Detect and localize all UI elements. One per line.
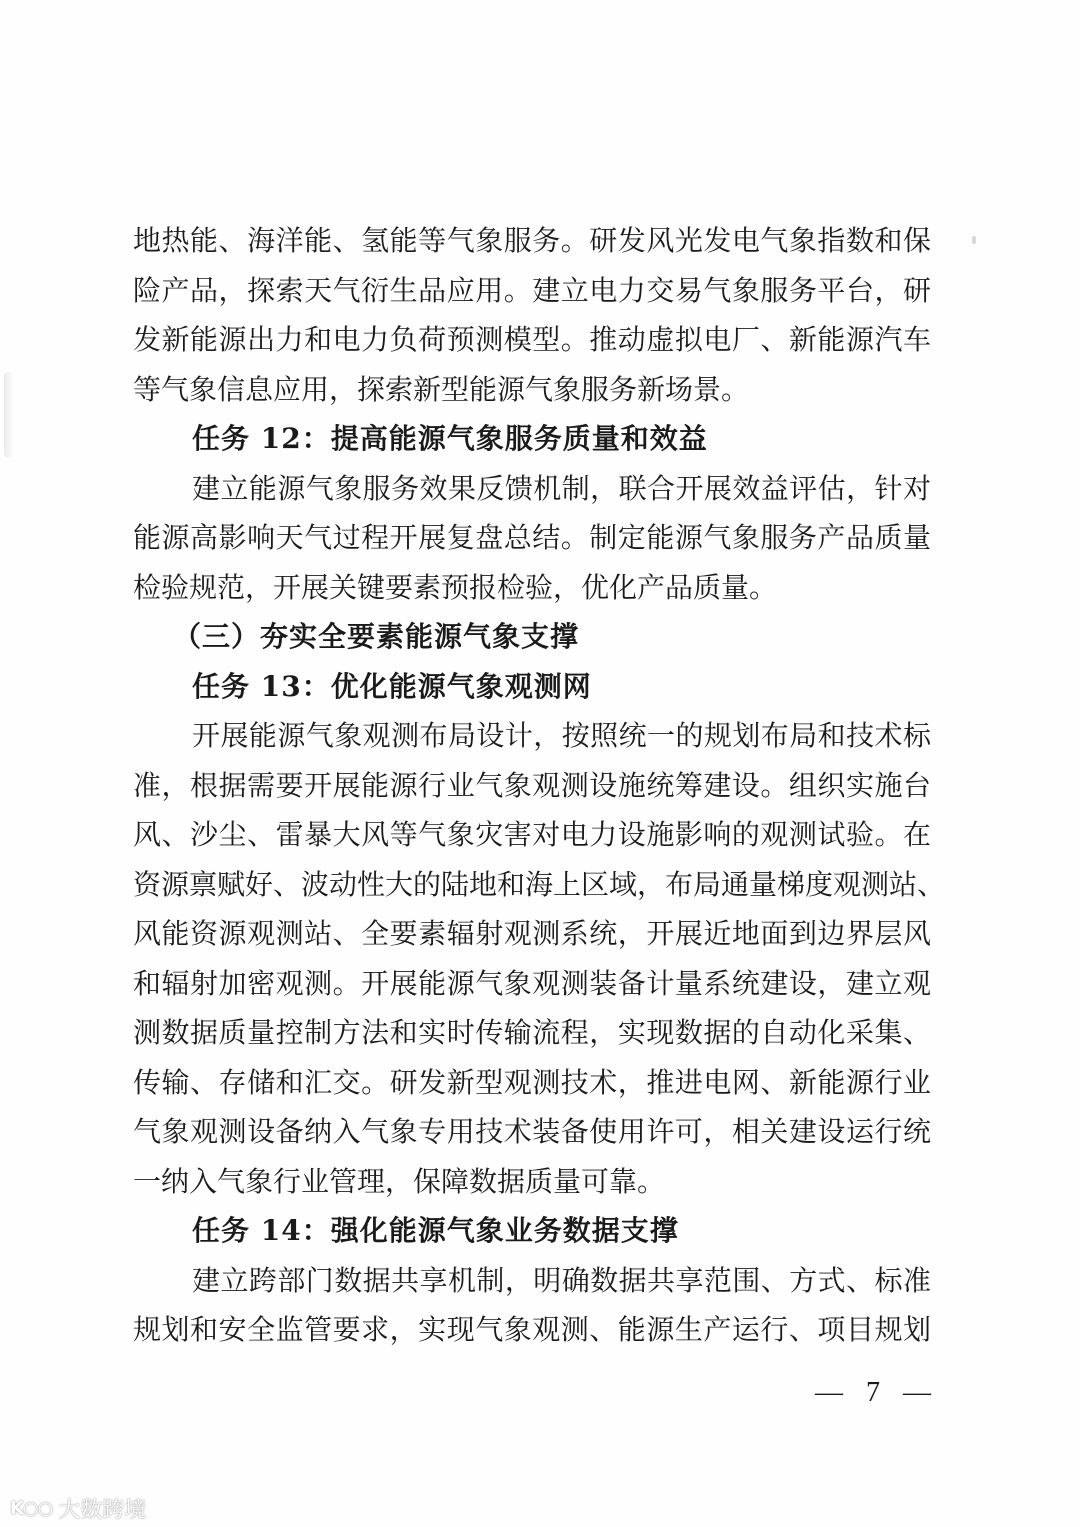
watermark-logo-icon: K○○ [10, 1498, 53, 1519]
task-12-label: 任务 12： [192, 422, 331, 455]
body-line: 地热能、海洋能、氢能等气象服务。研发风光发电气象指数和保 [133, 224, 931, 257]
body-line: 发新能源出力和电力负荷预测模型。推动虚拟电厂、新能源汽车 [133, 323, 931, 356]
watermark-text: 大数跨境 [58, 1498, 147, 1523]
section-3-heading: （三）夯实全要素能源气象支撑 [173, 620, 580, 653]
body-line: 准，根据需要开展能源行业气象观测设施统筹建设。组织实施台 [133, 768, 931, 802]
body-line: 建立能源气象服务效果反馈机制，联合开展效益评估，针对 [192, 471, 931, 505]
task-12-heading [133, 414, 931, 464]
body-line: 风、沙尘、雷暴大风等气象灾害对电力设施影响的观测试验。在 [133, 818, 931, 851]
body-line: 检验规范，开展关键要素预报检验，优化产品质量。 [133, 570, 778, 604]
scan-artifact [4, 372, 14, 458]
body-line: 一纳入气象行业管理，保障数据质量可靠。 [133, 1164, 666, 1198]
page-number: — 7 — [815, 1377, 939, 1408]
body-line: 测数据质量控制方法和实时传输流程，实现数据的自动化采集、 [133, 1016, 931, 1049]
scan-artifact [972, 236, 976, 244]
body-line: 开展能源气象观测布局设计，按照统一的规划布局和技术标 [192, 719, 931, 752]
body-line: 险产品，探索天气衍生品应用。建立电力交易气象服务平台，研 [133, 273, 931, 307]
task-13-heading [133, 662, 931, 712]
task-13-title: 优化能源气象观测网 [330, 669, 592, 703]
body-line: 能源高影响天气过程开展复盘总结。制定能源气象服务产品质量 [133, 521, 931, 554]
task-14-heading [133, 1206, 931, 1256]
document-body [133, 216, 946, 1355]
task-14-label: 任务 14： [192, 1214, 331, 1247]
task-14-title: 强化能源气象业务数据支撑 [330, 1214, 679, 1247]
body-line: 等气象信息应用，探索新型能源气象服务新场景。 [133, 372, 750, 406]
body-line: 和辐射加密观测。开展能源气象观测装备计量系统建设，建立观 [133, 966, 931, 1000]
watermark [10, 1493, 146, 1524]
body-line: 资源禀赋好、波动性大的陆地和海上区域，布局通量梯度观测站、 [133, 867, 946, 901]
body-line: 风能资源观测站、全要素辐射观测系统，开展近地面到边界层风 [133, 917, 931, 950]
task-13-label: 任务 13： [192, 669, 331, 703]
body-line: 气象观测设备纳入气象专用技术装备使用许可，相关建设运行统 [133, 1115, 931, 1148]
body-line: 规划和安全监管要求，实现气象观测、能源生产运行、项目规划 [133, 1313, 931, 1346]
body-line: 建立跨部门数据共享机制，明确数据共享范围、方式、标准 [192, 1263, 931, 1297]
body-line: 传输、存储和汇交。研发新型观测技术，推进电网、新能源行业 [133, 1065, 931, 1099]
task-12-title: 提高能源气象服务质量和效益 [330, 422, 708, 455]
